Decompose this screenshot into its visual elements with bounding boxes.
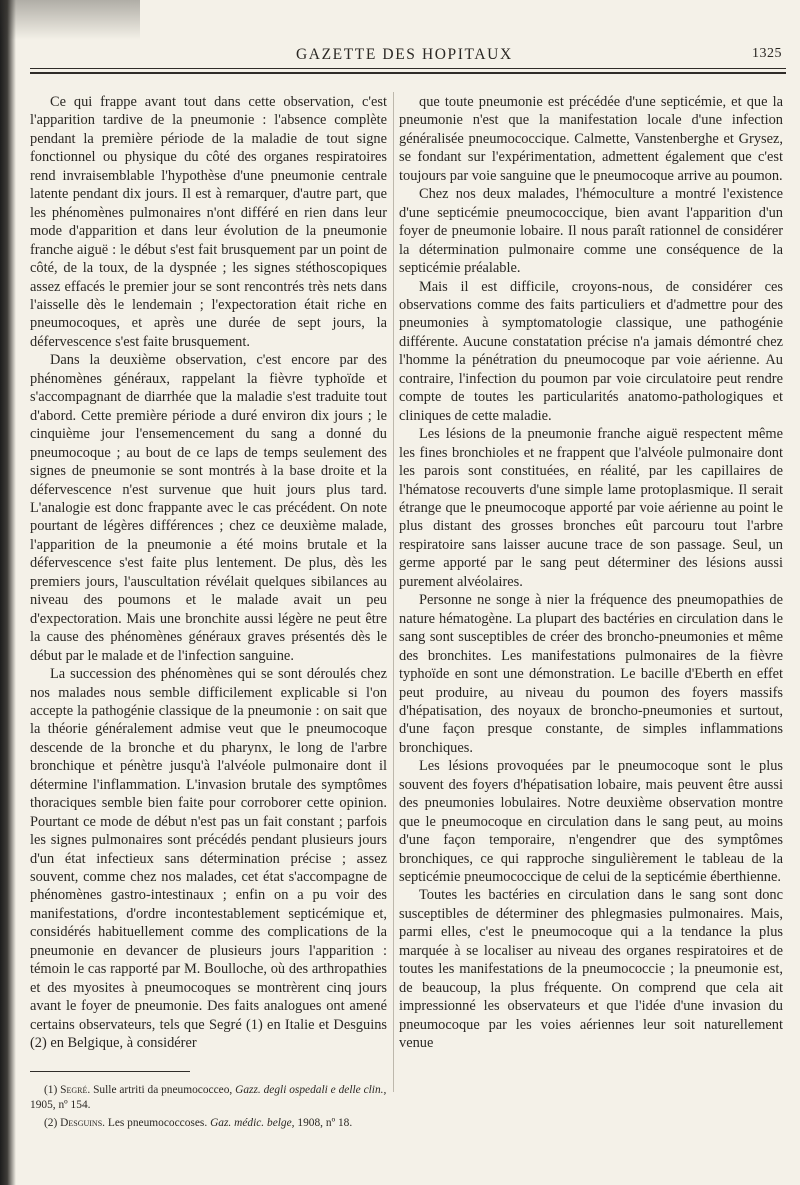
paragraph: Mais il est difficile, croyons-nous, de considérer ces observations comme des faits particuliers et d'admettre pour des pneumonies à symptomatologie classique, une pathogénie différente. Aucune constatation précise n'a jamais démontré chez l'homme la pénétration du pneumocoque par voie aérienne. Au contraire, l'infection du poumon par voie circulatoire peut rendre compte de toutes les particularités anatomo-pathologiques et cliniques de cette maladie. — [399, 278, 783, 424]
paragraph: Ce qui frappe avant tout dans cette observation, c'est l'apparition tardive de la pneumonie : l'absence complète pendant la première période de la maladie de tout signe fonctionnel ou physique du côté des organes respiratoires rend invraisemblable l'hypothèse d'une pneumonie centrale latente pendant dix jours. Il est à remarquer, d'autre part, que les phénomènes pulmonaires n'ont différé en rien dans leur mode d'apparition et dans leur évolution de la pneumonie franche aiguë : le début s'est fait brusquement par un point de côté, de la toux, de la dyspnée ; les signes stéthoscopiques assez effacés le premier jour se sont rencontrés très nets dans l'aisselle dès le lendemain ; l'expectoration était riche en pneumocoques, et après une durée de sept jours, la défervescence s'est faite brusquement. — [30, 94, 387, 350]
footnote — [30, 1116, 387, 1131]
footnote-marker: (2) — [44, 1117, 58, 1129]
footnote-ref: 1905, nº 154. — [30, 1099, 91, 1111]
footnote-author: Segré. — [60, 1084, 91, 1096]
header-rule-thin — [30, 68, 786, 69]
footnote-journal: Gaz. médic. belge, — [210, 1117, 295, 1129]
footnote-rule — [30, 1071, 190, 1072]
footnote-ref: 1908, nº 18. — [297, 1117, 353, 1129]
footnote-author: Desguins. — [60, 1117, 106, 1129]
footnotes — [30, 1083, 387, 1134]
corner-shadow — [0, 0, 140, 40]
footnote-marker: (1) — [44, 1084, 58, 1096]
paragraph: Chez nos deux malades, l'hémoculture a montré l'existence d'une septicémie pneumococcique, bien avant l'apparition d'un foyer de pneumonie lobaire. Il nous paraît rationnel de considérer la détermination pulmonaire comme une conséquence de la septicémie préalable. — [399, 186, 783, 277]
paragraph: Les lésions provoquées par le pneumocoque sont le plus souvent des foyers d'hépatisation lobaire, mais peuvent être aussi des pneumonies lobulaires. Notre deuxième observation montre que le pneumocoque en circulation dans le sang peut, au moins d'une façon temporaire, n'engendrer que des symptômes bronchiques, ce qui rapproche singulièrement le tableau de la septicémie pneumococcique de celui de la septicémie éberthienne. — [399, 758, 783, 886]
footnote-journal: Gazz. degli ospedali e delle clin., — [235, 1084, 387, 1096]
page-number: 1325 — [752, 46, 782, 61]
header-rule-thick — [30, 72, 786, 74]
running-title: GAZETTE DES HOPITAUX — [296, 46, 513, 63]
paragraph: La succession des phénomènes qui se sont déroulés chez nos malades nous semble difficilement explicable si l'on accepte la pathogénie classique de la pneumonie : on sait que la théorie généralement admise veut que le pneumocoque descende de la bronche et du pharynx, le long de l'arbre bronchique et pénètre jusqu'à l'alvéole pulmonaire dont il détermine l'inflammation. L'invasion brutale des symptômes thoraciques semble bien faite pour corroborer cette opinion. Pourtant ce mode de début n'est pas un fait constant ; parfois les signes pulmonaires sont précédés pendant plusieurs jours d'un état infectieux sans détermination précise ; assez souvent, comme chez nos malades, cet état s'accompagne de phénomènes gastro-intestinaux ; enfin on a pu voir des manifestations, d'ordre incontestablement septicémique et, considérés habituellement comme des complications de la pneumonie en devancer de plusieurs jours l'apparition : témoin le cas rapporté par M. Boulloche, où des arthropathies et des myosites à pneumocoques se montrèrent cinq jours avant le foyer de pneumonie. Des faits analogues ont amené certains observateurs, tels que Segré (1) en Italie et Desguins (2) en Belgique, à considérer — [30, 666, 387, 1052]
binding-shadow — [0, 0, 16, 1185]
left-column — [30, 93, 387, 1053]
paragraph: Dans la deuxième observation, c'est encore par des phénomènes généraux, rappelant la fièvre typhoïde et s'accompagnant de diarrhée que la maladie s'est traduite tout d'abord. Cette première période a duré environ dix jours ; le cinquième jour l'ensemencement du sang a donné du pneumocoque ; au bout de ce laps de temps seulement des signes de pneumonie se sont montrés à la base droite et la défervescence n'est survenue que huit jours plus tard. L'analogie est donc frappante avec le cas précédent. On note pourtant de légères différences ; chez ce deuxième malade, l'apparition de la pneumonie a été moins brutale et la défervescence s'est faite plus lentement. De plus, dès les premiers jours, l'auscultation révélait quelques sibilances au niveau des poumons et le malade avait un peu d'expectoration. Mais une bronchite aussi légère ne peut être la cause des phénomènes généraux graves présentés dès le début par le malade et de l'infection sanguine. — [30, 352, 387, 664]
column-divider — [393, 92, 394, 1092]
paragraph: Toutes les bactéries en circulation dans le sang sont donc susceptibles de déterminer des phlegmasies pulmonaires. Mais, parmi elles, c'est le pneumocoque qui a la tendance la plus marquée à se localiser au niveau des organes respiratoires et de toutes les manifestations de la pneumococcie ; la pneumonie est, de beaucoup, la plus fréquente. On comprend que cela ait impressionné les observateurs et que l'idée d'une invasion du pneumocoque par les voies aériennes leur soit naturellement venue — [399, 887, 783, 1052]
paragraph: que toute pneumonie est précédée d'une septicémie, et que la pneumonie n'est que la manifestation locale d'une infection généralisée pneumococcique. Calmette, Vanstenberghe et Grysez, se fondant sur l'expérimentation, admettent également que c'est toujours par voie sanguine que le pneumocoque arrive au poumon. — [399, 94, 783, 184]
paragraph: Personne ne songe à nier la fréquence des pneumopathies de nature hématogène. La plupart des bactéries en circulation dans le sang sont susceptibles de créer des broncho-pneumonies et même des bronchites. Les manifestations pulmonaires de la fièvre typhoïde en sont une démonstration. Le bacille d'Eberth en effet peut produire, au niveau du poumon des foyers massifs d'hépatisation, des noyaux de broncho-pneumonies et surtout, d'une façon presque constante, de simples inflammations bronchiques. — [399, 592, 783, 756]
running-head — [0, 46, 800, 66]
footnote-text: Les pneumococcoses. — [107, 1117, 208, 1129]
right-column — [399, 93, 783, 1053]
paragraph: Les lésions de la pneumonie franche aiguë respectent même les fines bronchioles et ne frappent que l'alvéole pulmonaire dont les parois sont constituées, en réalité, par les capillaires de l'hématose recouverts d'une simple lame protoplasmique. Il serait étrange que le pneumocoque apporté par voie aérienne au point le plus distant des grosses bronches eût parcouru tout l'arbre respiratoire sans laisser aucune trace de son passage. Seul, un germe apporté par le sang peut déterminer des lésions aussi purement alvéolaires. — [399, 426, 783, 590]
footnote — [30, 1083, 387, 1113]
footnote-text: Sulle artriti da pneumococceo, — [93, 1084, 233, 1096]
